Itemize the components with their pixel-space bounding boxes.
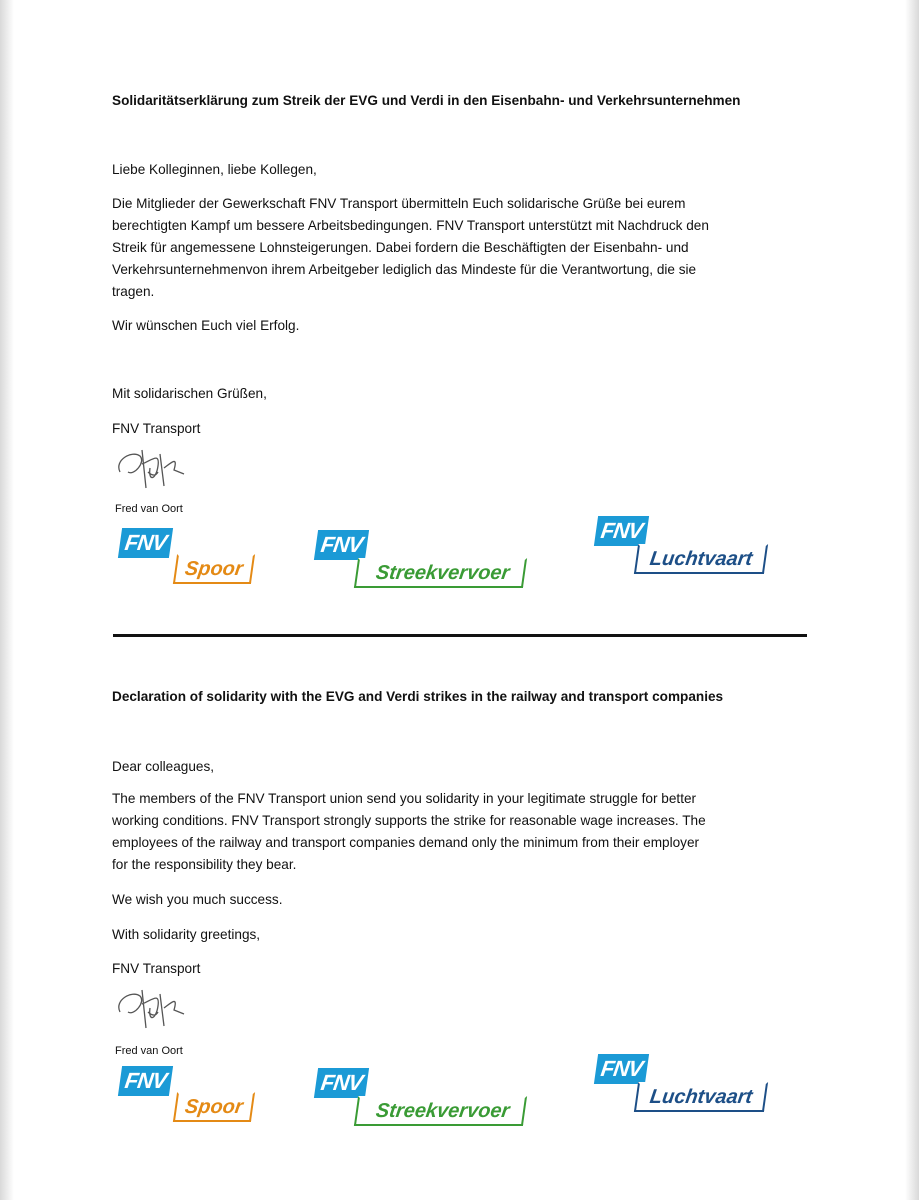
logo-fnv-spoor [120,528,280,588]
german-body [112,193,802,303]
fnv-mark: FNV [314,1068,369,1098]
german-wish: Wir wünschen Euch viel Erfolg. [112,318,300,333]
logo-fnv-spoor [120,1066,280,1126]
german-body-line: Streik für angemessene Lohnsteigerungen. Dabei fordern die Beschäftigten der Eisenbahn- und [112,240,689,255]
page-edge-right [905,0,919,1200]
german-org: FNV Transport [112,421,201,436]
english-org: FNV Transport [112,961,201,976]
logo-fnv-streekvervoer [316,1068,556,1128]
page-edge-left [0,0,14,1200]
signature-image [112,982,202,1042]
spoor-label: Spoor [173,1092,255,1122]
english-body [112,788,802,876]
german-title: Solidaritätserklärung zum Streik der EVG und Verdi in den Eisenbahn- und Verkehrsunternehmen [112,93,741,108]
german-signer: Fred van Oort [115,503,183,515]
fnv-mark: FNV [118,1066,173,1096]
german-closing: Mit solidarischen Grüßen, [112,386,267,401]
german-body-line: berechtigten Kampf um bessere Arbeitsbedingungen. FNV Transport unterstützt mit Nachdruck den [112,218,709,233]
fnv-mark: FNV [594,1054,649,1084]
streekvervoer-label: Streekvervoer [354,1096,528,1126]
english-body-line: The members of the FNV Transport union send you solidarity in your legitimate struggle for better [112,791,697,806]
english-body-line: working conditions. FNV Transport strongly supports the strike for reasonable wage increases. The [112,813,706,828]
english-title: Declaration of solidarity with the EVG and Verdi strikes in the railway and transport companies [112,689,724,704]
logo-fnv-streekvervoer [316,530,556,590]
english-body-line: employees of the railway and transport companies demand only the minimum from their employer [112,835,700,850]
german-body-line: Verkehrsunternehmenvon ihrem Arbeitgeber lediglich das Mindeste für die Verantwortung, die sie [112,262,697,277]
signature-image [112,442,202,502]
german-body-line: Die Mitglieder der Gewerkschaft FNV Transport übermitteln Euch solidarische Grüße bei eurem [112,196,686,211]
spoor-label: Spoor [173,554,255,584]
english-signer: Fred van Oort [115,1045,183,1057]
section-divider [113,634,807,637]
english-salutation: Dear colleagues, [112,759,215,774]
german-salutation: Liebe Kolleginnen, liebe Kollegen, [112,162,317,177]
luchtvaart-label: Luchtvaart [634,544,768,574]
english-closing: With solidarity greetings, [112,927,261,942]
german-body-line: tragen. [112,284,155,299]
english-body-line: for the responsibility they bear. [112,857,297,872]
fnv-mark: FNV [594,516,649,546]
english-wish: We wish you much success. [112,892,283,907]
logo-fnv-luchtvaart [596,516,796,580]
fnv-mark: FNV [118,528,173,558]
logo-fnv-luchtvaart [596,1054,796,1118]
luchtvaart-label: Luchtvaart [634,1082,768,1112]
fnv-mark: FNV [314,530,369,560]
streekvervoer-label: Streekvervoer [354,558,528,588]
